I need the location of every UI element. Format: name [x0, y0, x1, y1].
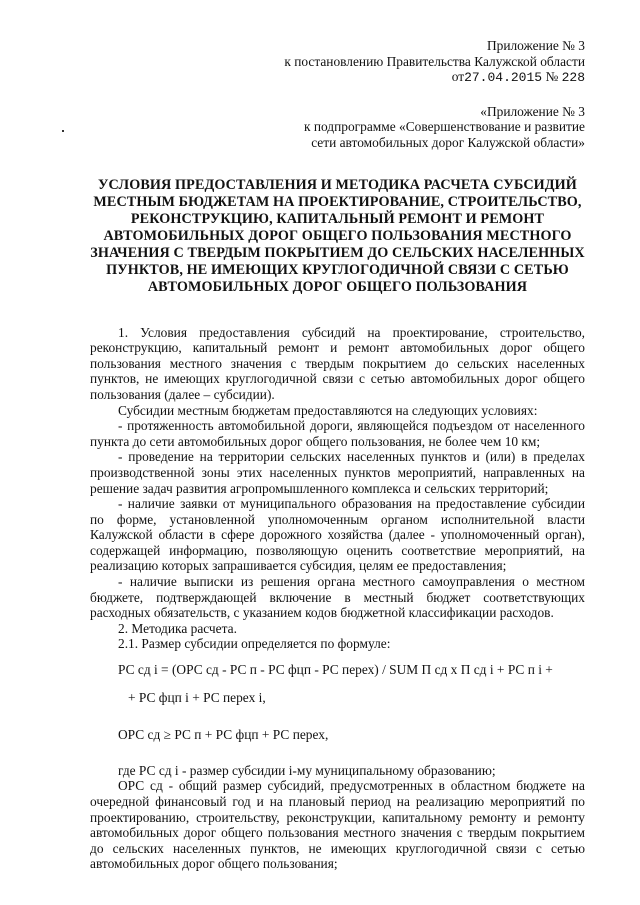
paragraph-8: 2.1. Размер субсидии определяется по формуле: [118, 636, 391, 652]
title-line-4: АВТОМОБИЛЬНЫХ ДОРОГ ОБЩЕГО ПОЛЬЗОВАНИЯ МЕСТНОГО [103, 227, 572, 244]
subprogram-annex-title: «Приложение № 3 [480, 103, 585, 119]
paragraph-7: 2. Методика расчета. [118, 620, 237, 636]
paragraph-1: 1. Условия предоставления субсидий на проектирование, строительство, реконструкцию, капитальный ремонт и ремонт автомобильных дорог общего пользования местного значения с твердым покрытием до сельских населенных пунктов, не имеющих круглогодичной связи с сетью автомобильных дорог общего пользования (далее – субсидии). [90, 324, 585, 402]
subprogram-annex-line3: сети автомобильных дорог Калужской области» [311, 134, 585, 150]
formula-line-1: РС сд i = (ОРС сд - РС п - РС фцп - РС перех) / SUM П сд х П сд i + РС п i + [118, 662, 553, 678]
formula-line-2: + РС фцп i + РС перех i, [128, 689, 266, 705]
paragraph-3: - протяженность автомобильной дороги, являющейся подъездом от населенного пункта до сети автомобильных дорог общего пользования, не более чем 10 км; [90, 418, 585, 449]
paragraph-6: - наличие выписки из решения органа местного самоуправления о местном бюджете, подтверждающей включение в местный бюджет соответствующих расходных обязательств, с указанием кодов бюджетной классификации расходов. [90, 574, 585, 621]
title-line-1: УСЛОВИЯ ПРЕДОСТАВЛЕНИЯ И МЕТОДИКА РАСЧЕТА СУБСИДИЙ [98, 176, 577, 193]
paragraph-5: - наличие заявки от муниципального образования на предоставление субсидии по форме, установленной уполномоченным органом исполнительной власти Калужской области в сфере дорожного хозяйства (далее - уполномоченный орган), содержащей информацию, позволяющую оценить соответствие мероприятий, на реализацию которых запрашивается субсидия, целям ее предоставления; [90, 496, 585, 574]
paragraph-2: Субсидии местным бюджетам предоставляются на следующих условиях: [118, 402, 538, 418]
title-line-3: РЕКОНСТРУКЦИЮ, КАПИТАЛЬНЫЙ РЕМОНТ И РЕМОНТ [130, 210, 545, 227]
scan-dot [62, 130, 64, 132]
annex-date-prefix: от [451, 69, 465, 85]
document-title [90, 177, 585, 296]
subprogram-annex-line2: к подпрограмме «Совершенствование и развитие [303, 119, 585, 135]
annex-number: 228 [561, 70, 585, 86]
subprogram-annex-block [90, 104, 585, 151]
paragraph-4: - проведение на территории сельских населенных пунктов и (или) в пределах производственной зоны этих населенных пунктов мероприятий, направленных на решение задач развития агропромышленного комплекса и сельских территорий; [90, 449, 585, 496]
annex-number-label: № [545, 69, 559, 85]
annex-resolution: к постановлению Правительства Калужской области [284, 53, 585, 69]
annex-date-line [90, 69, 585, 86]
paragraph-9: где РС сд i - размер субсидии i-му муниципальному образованию; [118, 762, 496, 778]
formula-constraint: ОРС сд ≥ РС п + РС фцп + РС перех, [118, 727, 329, 743]
annex-title: Приложение № 3 [486, 38, 585, 53]
title-line-6: ПУНКТОВ, НЕ ИМЕЮЩИХ КРУГЛОГОДИЧНОЙ СВЯЗИ С СЕТЬЮ [106, 261, 569, 278]
document-body [90, 325, 585, 872]
annex-block [90, 38, 585, 86]
title-line-2: МЕСТНЫМ БЮДЖЕТАМ НА ПРОЕКТИРОВАНИЕ, СТРОИТЕЛЬСТВО, [93, 193, 582, 210]
title-line-7: АВТОМОБИЛЬНЫХ ДОРОГ ОБЩЕГО ПОЛЬЗОВАНИЯ [147, 278, 528, 295]
paragraph-10: ОРС сд - общий размер субсидий, предусмотренных в областном бюджете на очередной финансовый год и на плановый период на реализацию мероприятий по проектированию, строительству, реконструкции, капитальному ремонту и ремонту автомобильных дорог общего пользования местного значения с твердым покрытием до сельских населенных пунктов, не имеющих круглогодичной связи с сетью автомобильных дорог общего пользования; [90, 778, 585, 872]
title-line-5: ЗНАЧЕНИЯ С ТВЕРДЫМ ПОКРЫТИЕМ ДО СЕЛЬСКИХ НАСЕЛЕННЫХ [90, 244, 585, 261]
annex-date: 27.04.2015 [464, 70, 543, 86]
